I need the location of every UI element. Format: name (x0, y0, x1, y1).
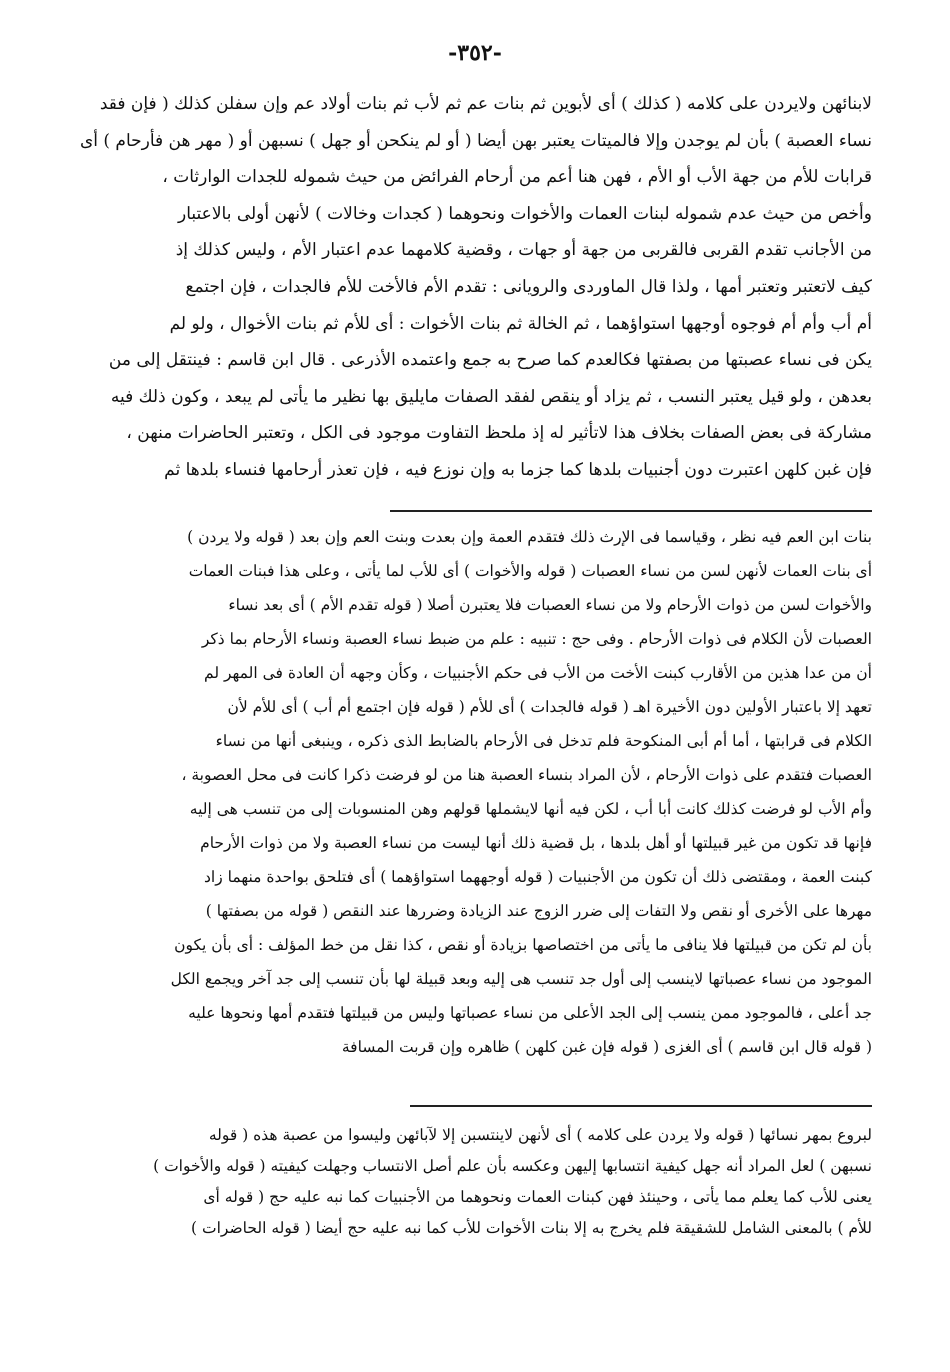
main-line: أم أب وأم أم فوجوه أوجهها استواؤهما ، ثم الخالة ثم بنات الأخوات : أى للأم ثم بنات الأخوال ، ولو لم (169, 313, 872, 334)
commentary-line: وأم الأب لو فرضت كذلك كانت أبا أب ، لكن فيه أنها لايشملها قولهم وهن المنسوبات إلى من تنسب هى إليه (189, 800, 872, 818)
commentary-line: الموجود من نساء عصباتها لاينسب إلى أول جد تنسب هى إليه وبعد قبيلة لها بأن تنسب إلى جد آخر ويجمع الكل (170, 970, 872, 988)
main-line: قرابات للأم من جهة الأب أو الأم ، فهن هنا أعم من أرحام الفرائض من حيث شموله للجدات الوارثات ، (162, 167, 872, 188)
main-line: من الأجانب تقدم القربى فالقربى من جهة أو جهات ، وقضية كلامهما عدم اعتبار الأم ، وليس كذلك إذ (175, 240, 872, 261)
divider-rule (390, 510, 872, 512)
commentary-line: ( قوله قال ابن قاسم ) أى الغزى ( قوله فإن غبن كلهن ) ظاهره وإن قربت المسافة (341, 1038, 872, 1056)
main-line: بعدهن ، ولو قيل يعتبر النسب ، ثم يزاد أو ينقص لفقد الصفات مايليق بها نظير ما يأتى لم يبعد ، وكون ذلك فيه (110, 386, 872, 407)
main-line: لابنائهن ولايردن على كلامه ( كذلك ) أى لأبوين ثم بنات عم ثم لأب ثم بنات أولاد عم وإن سفلن كذلك ( فإن فقد (99, 94, 872, 114)
main-line: يكن فى نساء عصبتها من بصفتها فكالعدم كما صرح به جمع واعتمده الأذرعى . قال ابن قاسم : فينتقل إلى من (108, 350, 872, 371)
second-commentary-line: لبروع بمهر نسائها ( قوله ولا يردن على كلامه ) أى لأنهن لاينتسبن إلا لآبائهن وليسوا من عصبة هذه ( قوله (208, 1126, 872, 1144)
second-commentary-line: يعنى للأب كما يعلم مما يأتى ، وحينئذ فهن كبنات العمات ونحوهما من الأجنبيات كما نبه عليه حج ( قوله أى (203, 1188, 872, 1206)
commentary-section (78, 520, 872, 1064)
main-line: مشاركة فى بعض الصفات بخلاف هذا لاتأثير له إذ ملحظ التفاوت موجود فى الكل ، وتعتبر الحاضرات منهن ، (126, 423, 872, 444)
page-number: -٣٥٢- (448, 40, 502, 66)
commentary-line: تعهد إلا باعتبار الأولين دون الأخيرة اهـ ( قوله فالجدات ) أى للأم ( قوله فإن اجتمع أم أب ) أى للأم لأن (227, 698, 872, 716)
main-line: فإن غبن كلهن اعتبرت دون أجنبيات بلدها كما جزما به وإن نوزع فيه ، فإن تعذر أرحامها فنساء بلدها ثم (164, 459, 872, 480)
commentary-line: العصبات فتقدم على ذوات الأرحام ، لأن المراد بنساء العصبة هنا من لو فرضت ذكرا كانت فى محل العصوبة ، (181, 766, 872, 784)
second-commentary-line: للأم ) بالمعنى الشامل للشقيقة فلم يخرج به إلا بنات الأخوات للأب كما نبه عليه حج أيضا ( قوله الحاضرات ) (191, 1219, 872, 1237)
second-commentary-section (78, 1120, 872, 1244)
second-commentary-line: نسبهن ) لعل المراد أنه جهل كيفية انتسابها إليهن وعكسه بأن علم أصل الانتساب وجهلت كيفيته ( قوله والأخوات ) (153, 1157, 872, 1175)
main-line: نساء العصبة ) بأن لم يوجدن وإلا فالميتات يعتبر بهن أيضا ( أو لم ينكحن أو جهل ) نسبهن أو ( مهر هن فأرحام ) أى (79, 130, 872, 151)
commentary-line: فإنها قد تكون من غير قبيلتها أو أهل بلدها ، بل قضية ذلك أنها ليست من نساء العصبة ولا من ذوات الأرحام (200, 834, 872, 852)
commentary-line: العصبات لأن الكلام فى ذوات الأرحام . وفى حج : تنبيه : علم من ضبط نساء العصبة ونساء الأرحام بما ذكر (201, 630, 872, 648)
commentary-line: بأن لم تكن من قبيلتها فلا ينافى ما يأتى من اختصاصها بزيادة أو نقص ، كذا نقل من خط المؤلف : أى بأن يكون (174, 936, 872, 954)
commentary-line: كبنت العمة ، ومقتضى ذلك أن تكون من الأجنبيات ( قوله أوجههما استواؤهما ) أى فتلحق بواحدة منهما زاد (204, 868, 872, 886)
divider-rule (410, 1105, 872, 1107)
commentary-line: أى بنات العمات لأنهن لسن من نساء العصبات ( قوله والأخوات ) أى للأب لما يأتى ، وعلى هذا فبنات العمات (188, 562, 872, 580)
commentary-line: والأخوات لسن من ذوات الأرحام ولا من نساء العصبات فلا يعتبرن أصلا ( قوله تقدم الأم ) أى بعد نساء (228, 596, 872, 614)
main-line: كيف لاتعتبر وتعتبر أمها ، ولذا قال الماوردى والرويانى : تقدم الأم فالأخت للأم فالجدات ، فإن اجتمع (185, 276, 872, 297)
commentary-line: جد أعلى ، فالموجود ممن ينسب إلى الجد الأعلى من نساء عصباتها وليس من قبيلتها فتقدم أمها ونحوها عليه (188, 1004, 872, 1022)
commentary-line: الكلام فى قرابتها ، أما أم أبى المنكوحة فلم تدخل فى الأرحام بالضابط الذى ذكره ، وينبغى أنها من نساء (215, 732, 872, 750)
commentary-line: بنات ابن العم فيه نظر ، وقياسما فى الإرث ذلك فتقدم العمة وإن بعدت وبنت العم وإن بعد ( قوله ولا يردن ) (187, 528, 872, 546)
main-text (78, 86, 872, 489)
main-line: وأخص من حيث عدم شموله لبنات العمات والأخوات ونحوهما ( كجدات وخالات ) لأنهن أولى بالاعتبار (178, 203, 872, 224)
commentary-line: أن من عدا هذين من الأقارب كبنت الأخت من الأب فى حكم الأجنبيات ، وكأن وجهه أن العادة فى المهر لم (204, 664, 872, 682)
commentary-line: مهرها على الأخرى أو نقص ولا التفات إلى ضرر الزوج عند الزيادة وضررها عند النقص ( قوله من بصفتها ) (205, 902, 872, 920)
